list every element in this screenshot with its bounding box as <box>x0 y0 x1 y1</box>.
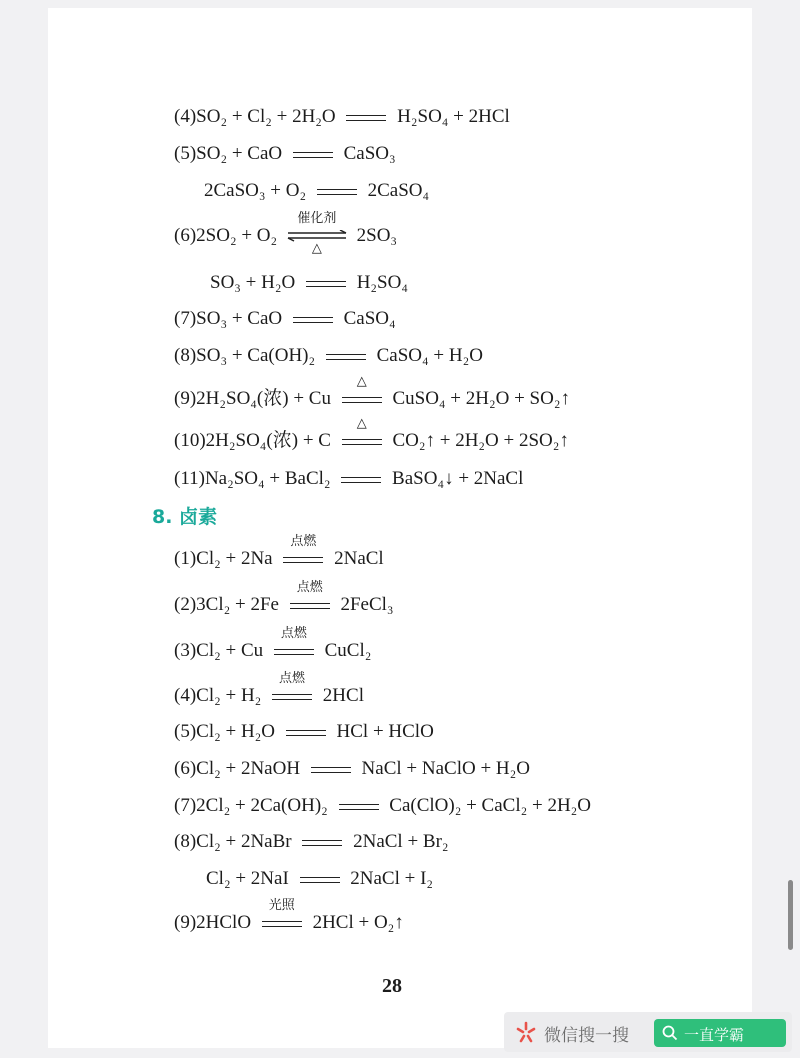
equals-arrow: △ <box>340 389 384 411</box>
equals-arrow <box>339 469 383 491</box>
equals-arrow <box>300 832 344 854</box>
equals-arrow <box>291 144 335 166</box>
search-query-button[interactable] <box>654 1019 786 1047</box>
equation: (6)2SO₂ + O₂ 催化剂 △ 2SO₃ <box>174 210 398 256</box>
scrollbar[interactable] <box>788 880 793 950</box>
section-heading: 8. 卤素 <box>152 506 218 528</box>
search-brand-label: 微信搜一搜 <box>544 1026 629 1046</box>
equation: (7)2Cl₂ + 2Ca(OH)₂ Ca(ClO)₂ + CaCl₂ + 2H₂O <box>174 795 592 816</box>
equals-arrow <box>324 346 368 368</box>
equation: (8)Cl₂ + 2NaBr 2NaCl + Br₂ <box>174 831 449 852</box>
equals-arrow <box>291 309 335 331</box>
wechat-search-logo-icon <box>514 1021 538 1045</box>
equation: Cl₂ + 2NaI 2NaCl + I₂ <box>206 868 434 889</box>
equation: (2)3Cl₂ + 2Fe 点燃 2FeCl₃ <box>174 579 394 615</box>
equals-arrow <box>337 796 381 818</box>
equals-arrow <box>309 759 353 781</box>
equals-arrow: 点燃 <box>288 595 332 617</box>
equals-arrow: △ <box>340 431 384 453</box>
search-query-text: 一直学霸 <box>684 1026 745 1044</box>
equals-arrow <box>304 273 348 295</box>
equals-arrow <box>344 107 388 129</box>
equals-arrow: 光照 <box>260 913 304 935</box>
equation: (3)Cl₂ + Cu 点燃 CuCl₂ <box>174 625 372 661</box>
equation: (4)Cl₂ + H₂ 点燃 2HCl <box>174 670 364 706</box>
equation: (7)SO₃ + CaO CaSO₄ <box>174 308 396 329</box>
equals-arrow <box>298 869 342 891</box>
reversible-arrow: 催化剂 △ <box>286 226 348 248</box>
wechat-search-bar[interactable] <box>504 1012 792 1052</box>
equation: 2CaSO₃ + O₂ 2CaSO₄ <box>204 180 430 201</box>
equals-arrow: 点燃 <box>272 641 316 663</box>
equals-arrow: 点燃 <box>270 686 314 708</box>
equation: (10)2H₂SO₄(浓) + C △ CO₂↑ + 2H₂O + 2SO₂↑ <box>174 415 569 451</box>
page-number: 28 <box>382 975 402 997</box>
equation: (9)2H₂SO₄(浓) + Cu △ CuSO₄ + 2H₂O + SO₂↑ <box>174 373 570 409</box>
equation: (9)2HClO 光照 2HCl + O₂↑ <box>174 897 404 933</box>
equation: SO₃ + H₂O H₂SO₄ <box>210 272 408 293</box>
magnifier-icon <box>662 1025 678 1041</box>
equation: (6)Cl₂ + 2NaOH NaCl + NaClO + H₂O <box>174 758 530 779</box>
equation: (4)SO₂ + Cl₂ + 2H₂O H₂SO₄ + 2HCl <box>174 106 510 127</box>
equation: (8)SO₃ + Ca(OH)₂ CaSO₄ + H₂O <box>174 345 483 366</box>
equation: (5)SO₂ + CaO CaSO₃ <box>174 143 396 164</box>
equation: (5)Cl₂ + H₂O HCl + HClO <box>174 721 434 742</box>
equation: (11)Na₂SO₄ + BaCl₂ BaSO₄↓ + 2NaCl <box>174 468 524 489</box>
equals-arrow <box>284 722 328 744</box>
equals-arrow <box>315 181 359 203</box>
equation: (1)Cl₂ + 2Na 点燃 2NaCl <box>174 533 384 569</box>
equals-arrow: 点燃 <box>281 549 325 571</box>
